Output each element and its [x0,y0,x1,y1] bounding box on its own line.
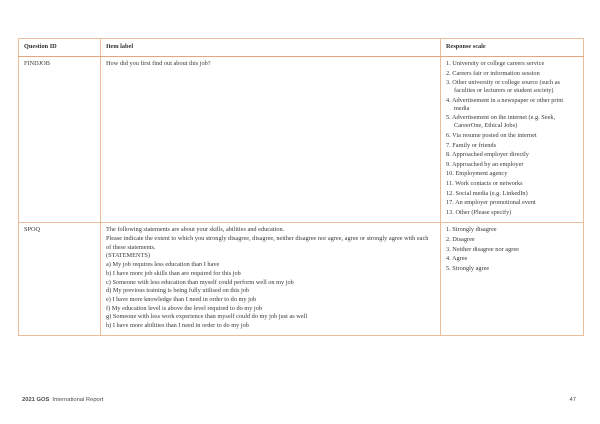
response-scale-item: 5. Strongly agree [446,264,490,272]
item-label-cell [101,223,441,335]
table-row-findjob [19,57,584,223]
item-label-line: h) I have more abilities than I need in order to do my job [106,322,249,330]
response-scale-cell [441,57,584,223]
item-label-line: Please indicate the extent to which you strongly disagree, disagree, neither disagree nor agree, agree or strongly agree with each of these statements. [106,235,429,251]
response-scale-item: 6. Via resume posted on the internet [446,131,537,139]
item-label-line: g) Someone with less work experience than myself could do my job just as well [106,313,308,321]
item-label-cell [101,57,441,223]
question-table [18,38,584,336]
response-scale-item: 4. Advertisement in a newspaper or other print media [446,96,564,112]
col-header-item-label: Item label [101,39,441,57]
table-row-spoq [19,223,584,335]
page-footer [22,397,576,403]
footer-report-code: 2021 GOS [22,397,50,403]
item-label-line: e) I have more knowledge than I need in order to do my job [106,295,257,303]
response-scale-item: 3. Neither disagree nor agree [446,245,519,253]
response-scale-item: 2. Careers fair or information session [446,69,540,77]
page-number: 47 [569,397,576,403]
item-label-line: f) My education level is above the level required to do my job [106,304,262,312]
response-scale-item: 1. Strongly disagree [446,226,497,234]
response-scale-item: 4. Agree [446,255,468,263]
item-label-line: c) Someone with less education than myself could perform well on my job [106,278,294,286]
col-header-question-id: Question ID [19,39,101,57]
response-scale-item: 17. An employer promotional event [446,199,536,207]
item-label-line: b) I have more job skills than are required for this job [106,269,241,277]
item-label-line: The following statements are about your skills, abilities and education. [106,226,285,234]
response-scale-list [446,60,578,217]
response-scale-item: 12. Social media (e.g. LinkedIn) [446,189,528,197]
question-id: FINDJOB [19,57,101,223]
response-scale-list [446,226,578,272]
question-id: SPOQ [19,223,101,335]
response-scale-item: 7. Family or friends [446,141,497,149]
table-header-row [19,39,584,57]
response-scale-item: 3. Other university or college source (such as faculties or lecturers or student society) [446,79,561,95]
item-label-line: a) My job requires less education than I have [106,261,220,269]
response-scale-item: 10. Employment agency [446,170,508,178]
col-header-response-scale: Response scale [441,39,584,57]
response-scale-item: 11. Work contacts or networks [446,179,523,187]
footer-report-title [22,397,103,403]
item-label-line: d) My previous training is being fully utilised on this job [106,287,250,295]
response-scale-item: 13. Other (Please specify) [446,208,512,216]
response-scale-item: 5. Advertisement on the internet (e.g. Seek, CareerOne, Ethical Jobs) [446,114,556,130]
item-label-line: (STATEMENTS) [106,252,150,260]
footer-report-name: International Report [52,397,104,403]
response-scale-item: 2. Disagree [446,235,475,243]
response-scale-cell [441,223,584,335]
response-scale-item: 1. University or college careers service [446,60,545,67]
response-scale-item: 9. Approached by an employer [446,160,524,168]
response-scale-item: 8. Approached employer directly [446,151,529,159]
item-label-line: How did you first find out about this job? [106,60,211,67]
